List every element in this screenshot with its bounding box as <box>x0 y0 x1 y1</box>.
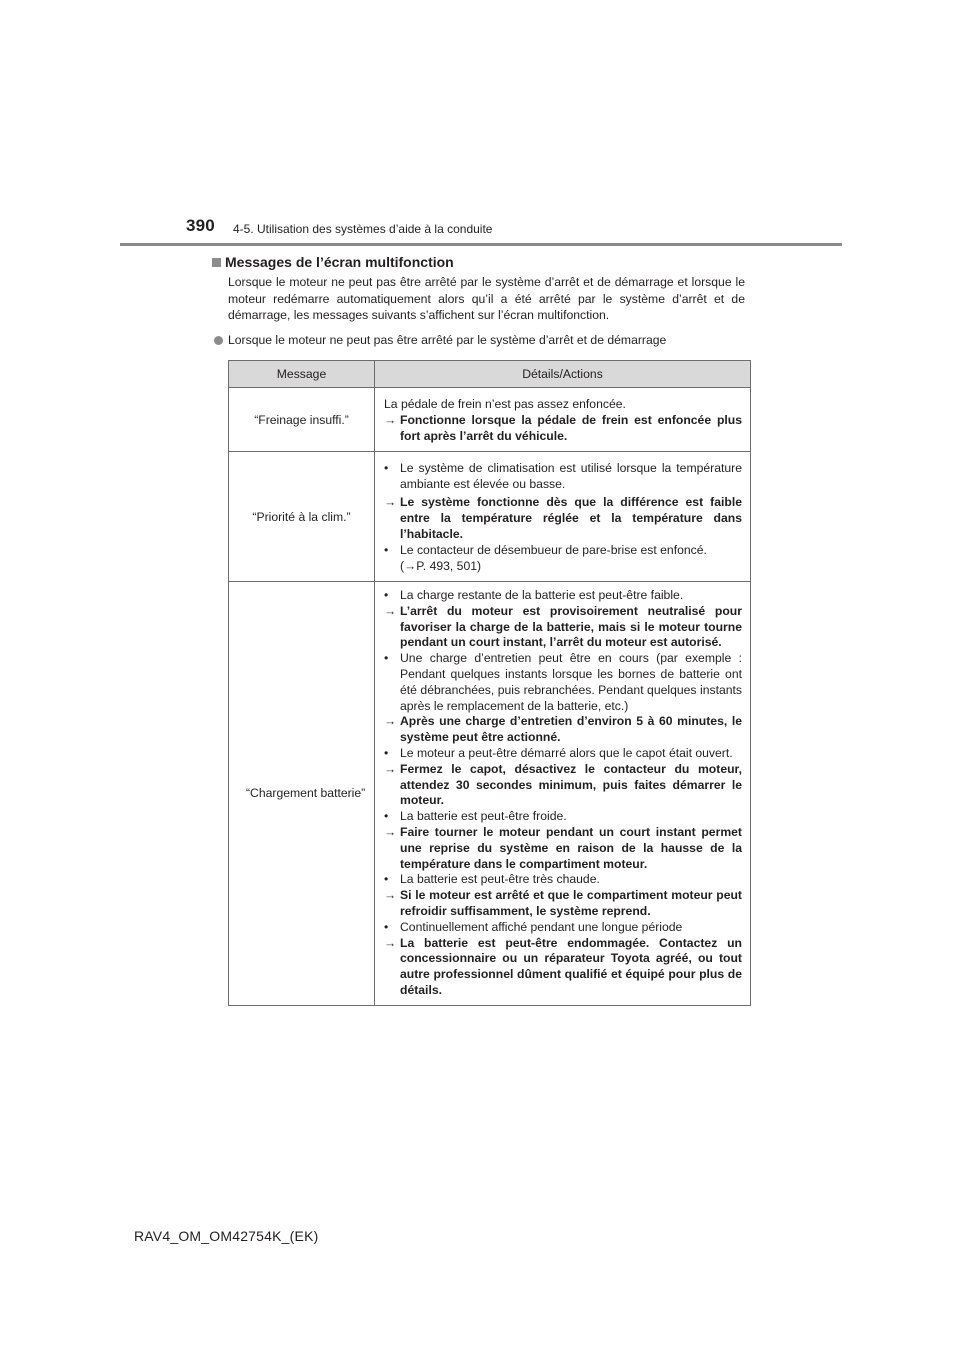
detail-item: • Continuellement affiché pendant une longue période <box>384 919 683 934</box>
header-rule <box>120 243 842 246</box>
table-row <box>229 582 751 1006</box>
detail-action: → Fonctionne lorsque la pédale de frein est enfoncée plus fort après l’arrêt du véhicule. <box>384 412 742 443</box>
circle-bullet-icon <box>214 336 223 345</box>
details-cell <box>375 388 751 452</box>
detail-item: • La charge restante de la batterie est peut-être faible. <box>384 588 684 602</box>
detail-item: • La batterie est peut-être très chaude. <box>384 872 600 887</box>
item-bullet-icon: • <box>384 872 389 887</box>
condition-text: Lorsque le moteur ne peut pas être arrêté par le système d’arrêt et de démarrage <box>228 333 667 347</box>
detail-item: • La batterie est peut-être froide. <box>384 809 567 824</box>
detail-item: • Le moteur a peut-être démarré alors que le capot était ouvert. <box>384 745 733 760</box>
page-reference: (→P. 493, 501) <box>400 558 482 573</box>
item-bullet-icon: • <box>384 919 389 934</box>
details-cell <box>375 452 751 582</box>
detail-item: • Le système de climatisation est utilisé lorsque la température ambiante est élevée ou basse. <box>384 460 742 491</box>
detail-action: → La batterie est peut-être endommagée. Contactez un concessionnaire ou un réparateur Toyota agréé, ou tout autre professionnel dûment qualifié et équipé pour plus de détails. <box>384 935 742 997</box>
document-footer: RAV4_OM_OM42754K_(EK) <box>134 1228 319 1244</box>
arrow-icon: → <box>384 714 397 729</box>
arrow-icon: → <box>384 935 397 950</box>
item-bullet-icon: • <box>384 460 389 475</box>
arrow-icon: → <box>384 761 397 776</box>
detail-action: → Après une charge d’entretien d’environ 5 à 60 minutes, le système peut être actionné. <box>384 714 742 745</box>
arrow-icon: → <box>384 603 397 618</box>
square-bullet-icon <box>212 258 221 267</box>
messages-table <box>228 360 751 1006</box>
message-cell: “Priorité à la clim.” <box>229 452 375 582</box>
message-cell: “Chargement batterie” <box>229 582 375 1006</box>
heading-text: Messages de l’écran multifonction <box>225 254 454 270</box>
detail-action: → Le système fonctionne dès que la différence est faible entre la température réglée et la température dans l’habitacle. <box>384 494 742 541</box>
detail-item: • Le contacteur de désembueur de pare-brise est enfoncé. <box>384 542 707 557</box>
section-title: 4-5. Utilisation des systèmes d’aide à la conduite <box>233 222 493 236</box>
detail-text: La pédale de frein n’est pas assez enfoncée. <box>384 396 626 411</box>
detail-action: → Si le moteur est arrêté et que le compartiment moteur peut refroidir suffisamment, le système reprend. <box>384 888 742 918</box>
detail-item: • Une charge d’entretien peut être en cours (par exemple : Pendant quelques instants lorsque les bornes de batterie ont été débranchées, puis rebranchées. Pendant quelques instants après le remplacement de la batterie, etc.) <box>384 651 742 713</box>
column-header-message: Message <box>229 361 375 388</box>
message-cell: “Freinage insuffi.” <box>229 388 375 452</box>
page-number: 390 <box>186 216 215 235</box>
item-bullet-icon: • <box>384 542 389 557</box>
arrow-icon: → <box>384 494 397 509</box>
details-cell <box>375 582 751 1006</box>
section-heading <box>212 254 454 270</box>
detail-action: → Fermez le capot, désactivez le contacteur du moteur, attendez 30 secondes minimum, puis faites démarrer le moteur. <box>384 761 742 808</box>
item-bullet-icon: • <box>384 651 389 666</box>
table-row <box>229 452 751 582</box>
item-bullet-icon: • <box>384 809 389 824</box>
detail-action: → L’arrêt du moteur est provisoirement neutralisé pour favoriser la charge de la batterie, mais si le moteur tourne pendant un court instant, l’arrêt du moteur est autorisé. <box>384 603 742 650</box>
detail-action: → Faire tourner le moteur pendant un court instant permet une reprise du système en raison de la hausse de la température dans le compartiment moteur. <box>384 824 742 871</box>
arrow-icon: → <box>384 888 397 903</box>
arrow-icon: → <box>384 824 397 839</box>
column-header-details: Détails/Actions <box>375 361 751 388</box>
item-bullet-icon: • <box>384 745 389 760</box>
condition-bullet <box>214 332 754 348</box>
item-bullet-icon: • <box>384 588 389 602</box>
table-row <box>229 388 751 452</box>
arrow-icon: → <box>384 412 397 427</box>
table-header-row <box>229 361 751 388</box>
intro-paragraph: Lorsque le moteur ne peut pas être arrêté par le système d’arrêt et de démarrage et lorsque le moteur redémarre automatiquement alors qu’il a été arrêté par le système d’arrêt et de démarrage, les messages suivants s’affichent sur l’écran multifonction. <box>228 275 745 322</box>
